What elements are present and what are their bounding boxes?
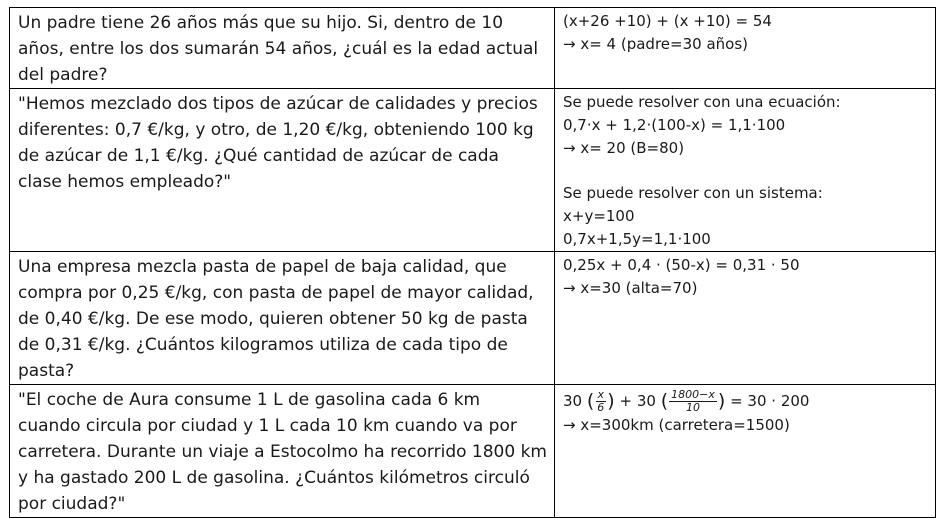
equation-line: 0,25x + 0,4 · (50-x) = 0,31 · 50 [563,256,800,274]
solution-cell [555,385,936,518]
equation-line: (x+26 +10) + (x +10) = 54 [563,12,772,30]
method-heading: Se puede resolver con un sistema: [563,184,823,202]
solution-cell [555,252,936,385]
coefficient: 30 [636,392,656,410]
plus-sign: + [619,392,633,410]
denominator: 6 [597,401,605,414]
fraction-equation [563,389,929,414]
paren-open: ( [586,390,595,412]
denominator: 10 [686,401,701,414]
paren-close: ) [607,390,615,412]
table-row [10,89,936,252]
result-line: → x= 4 (padre=30 años) [563,35,748,53]
fraction [669,389,717,414]
table-row [10,385,936,518]
solution-cell [555,89,936,252]
coefficient: 30 [563,392,583,410]
paren-open: ( [660,390,669,412]
fraction [595,389,606,414]
solution-cell [555,8,936,89]
problem-statement: Un padre tiene 26 años más que su hijo. Si, dentro de 10 años, entre los dos sumarán 54 años, ¿cuál es la edad actual del padre? [10,8,555,89]
equation-rhs: = 30 · 200 [730,392,810,410]
numerator: x [597,388,605,401]
problem-statement: "Hemos mezclado dos tipos de azúcar de calidades y precios diferentes: 0,7 €/kg, y otro, de 1,20 €/kg, obteniendo 100 kg de azúcar de 1,1 €/kg. ¿Qué cantidad de azúcar de cada clase hemos empleado?" [10,89,555,252]
spacer [563,160,929,182]
result-line: → x= 20 (B=80) [563,139,685,157]
result-line: → x=300km (carretera=1500) [563,416,790,434]
problem-statement: "El coche de Aura consume 1 L de gasolina cada 6 km cuando circula por ciudad y 1 L cada 10 km cuando va por carretera. Durante un viaje a Estocolmo ha recorrido 1800 km y ha gastado 200 L de gasolina. ¿Cuántos kilómetros circuló por ciudad?" [10,385,555,518]
result-line: → x=30 (alta=70) [563,279,698,297]
table-row [10,252,936,385]
equation-line: 0,7·x + 1,2·(100-x) = 1,1·100 [563,116,786,134]
equation-line: 0,7x+1,5y=1,1·100 [563,230,711,248]
paren-close: ) [717,390,726,412]
table-row [10,8,936,89]
problem-statement: Una empresa mezcla pasta de papel de baja calidad, que compra por 0,25 €/kg, con pasta de papel de mayor calidad, de 0,40 €/kg. De ese modo, quieren obtener 50 kg de pasta de 0,31 €/kg. ¿Cuántos kilogramos utiliza de cada tipo de pasta? [10,252,555,385]
problems-table [9,7,936,518]
method-heading: Se puede resolver con una ecuación: [563,93,841,111]
equation-line: x+y=100 [563,207,635,225]
numerator: 1800−x [671,388,715,401]
